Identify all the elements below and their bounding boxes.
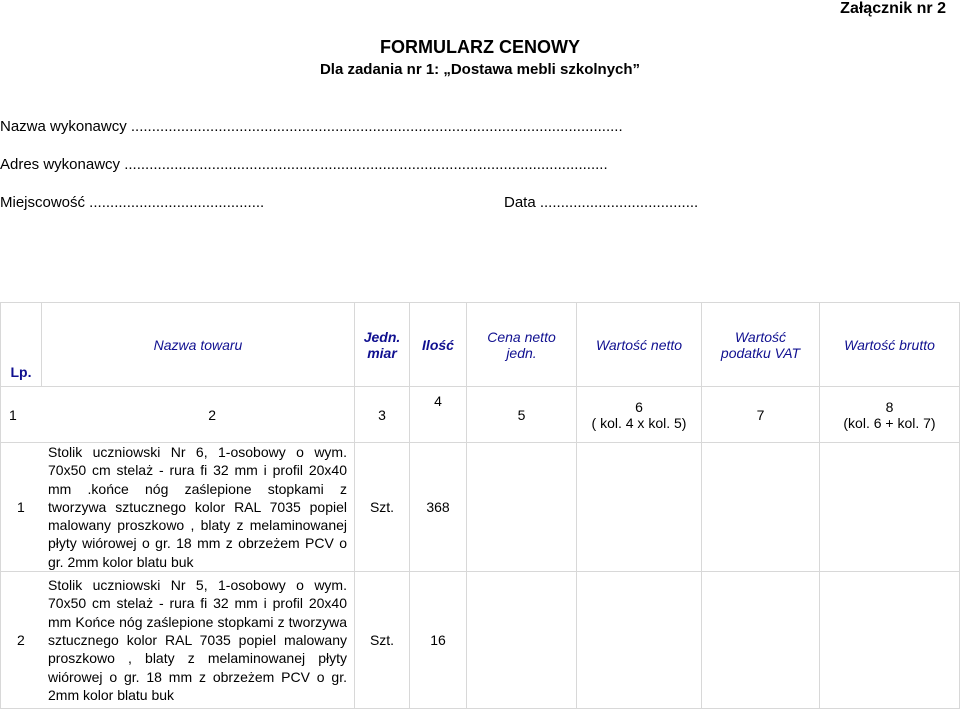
item-unit: Szt. xyxy=(355,572,410,709)
column-number-1: 1 xyxy=(9,406,17,423)
header-unit-line2: miar xyxy=(367,344,397,361)
column-numbers-1-2 xyxy=(1,387,355,443)
city-field: Miejscowość .......................................... xyxy=(0,194,265,211)
header-name: Nazwa towaru xyxy=(42,303,355,387)
header-vat xyxy=(702,303,820,387)
price-table xyxy=(0,302,960,709)
header-unit xyxy=(355,303,410,387)
item-qty: 16 xyxy=(410,572,467,709)
item-description-cell xyxy=(1,443,355,572)
header-gross: Wartość brutto xyxy=(820,303,960,387)
item-lp: 2 xyxy=(17,631,25,648)
column-number-5: 5 xyxy=(467,387,577,443)
item-description: Stolik uczniowski Nr 6, 1-osobowy o wym. 70x50 cm stelaż - rura fi 32 mm i profil 20x40 mm .końce nóg zaślepione stopkami z tworzywa sztucznego kolor RAL 7035 popiel malowany proszkowo , blaty z melaminowanej płyty wiórowej o gr. 18 mm z obrzeżem PCV o gr. 2mm kolor blatu buk xyxy=(48,444,347,570)
item-description-cell xyxy=(1,572,355,709)
item-net-value xyxy=(577,443,702,572)
annex-label: Załącznik nr 2 xyxy=(840,0,946,17)
table-row xyxy=(1,443,960,572)
header-lp: Lp. xyxy=(1,303,42,387)
column-number-6-line1: 6 xyxy=(635,398,643,415)
column-number-4: 4 xyxy=(410,387,467,443)
column-number-8-line2: (kol. 6 + kol. 7) xyxy=(843,414,936,431)
column-number-8-line1: 8 xyxy=(885,398,894,415)
contractor-address-field: Adres wykonawcy .................................................................................................................... xyxy=(0,156,608,173)
item-unit-price xyxy=(467,443,577,572)
header-unit-line1: Jedn. xyxy=(363,328,401,345)
item-description: Stolik uczniowski Nr 5, 1-osobowy o wym. 70x50 cm stelaż - rura fi 32 mm i profil 20x40 mm Końce nóg zaślepione stopkami z tworzywa sztucznego kolor RAL 7035 popiel malowany proszkowo , blaty z melaminowanej płyty wiórowej o gr. 18 mm z obrzeżem PCV o gr. 2mm kolor blatu buk xyxy=(48,577,347,703)
header-unit-price-line2: jedn. xyxy=(506,344,537,361)
column-number-8 xyxy=(820,387,960,443)
item-net-value xyxy=(577,572,702,709)
column-number-6 xyxy=(577,387,702,443)
item-lp: 1 xyxy=(17,498,25,515)
table-header-row xyxy=(1,303,960,387)
item-gross xyxy=(820,443,960,572)
form-title: FORMULARZ CENOWY xyxy=(380,37,580,57)
date-field: Data ...................................... xyxy=(504,194,699,211)
item-unit-price xyxy=(467,572,577,709)
header-net-value: Wartość netto xyxy=(577,303,702,387)
column-number-6-line2: ( kol. 4 x kol. 5) xyxy=(591,414,687,431)
contractor-name-field: Nazwa wykonawcy ...................................................................................................................... xyxy=(0,118,623,135)
column-number-7: 7 xyxy=(702,387,820,443)
header-vat-line1: Wartość xyxy=(734,328,787,345)
header-qty: Ilość xyxy=(410,303,467,387)
item-vat xyxy=(702,443,820,572)
column-number-3: 3 xyxy=(355,387,410,443)
column-number-row xyxy=(1,387,960,443)
table-row xyxy=(1,572,960,709)
form-subtitle: Dla zadania nr 1: „Dostawa mebli szkolnych” xyxy=(319,61,641,78)
header-unit-price xyxy=(467,303,577,387)
column-number-2: 2 xyxy=(208,406,216,423)
item-qty: 368 xyxy=(410,443,467,572)
item-unit: Szt. xyxy=(355,443,410,572)
item-vat xyxy=(702,572,820,709)
header-vat-line2: podatku VAT xyxy=(720,344,801,361)
item-gross xyxy=(820,572,960,709)
header-unit-price-line1: Cena netto xyxy=(487,328,556,345)
